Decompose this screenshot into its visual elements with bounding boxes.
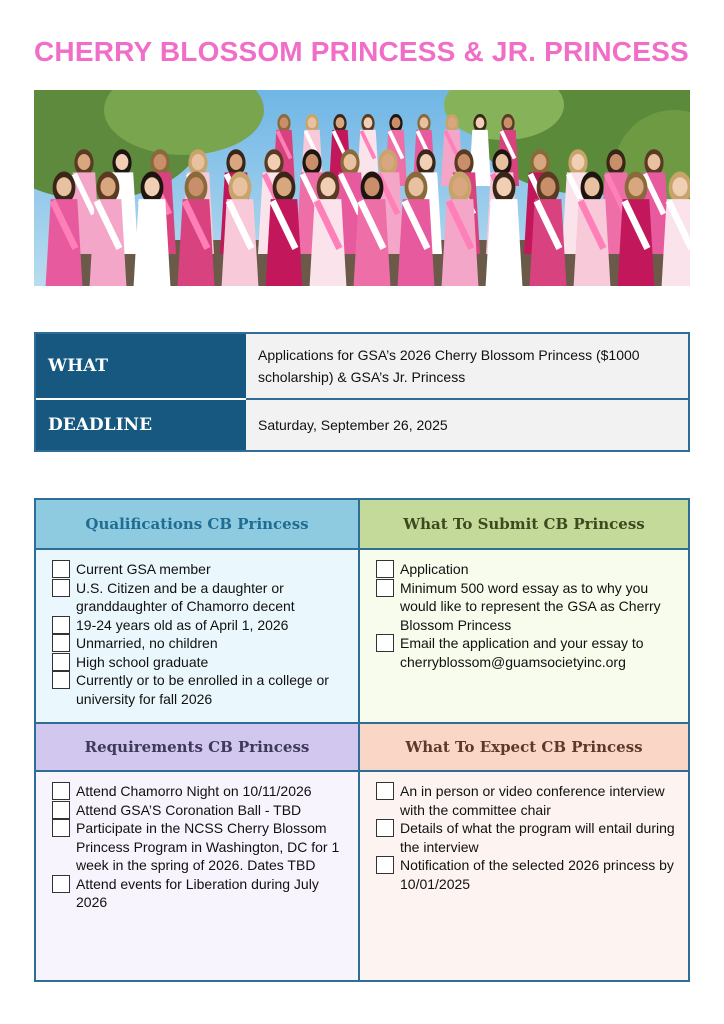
qualifications-list xyxy=(36,560,358,708)
info-table xyxy=(34,332,690,452)
checklist-item xyxy=(36,671,358,708)
checklist-item-text: Email the application and your essay to cherryblossom@guamsocietyinc.org xyxy=(400,635,644,670)
checklist-item-text: Attend Chamorro Night on 10/11/2026 xyxy=(76,783,312,799)
requirements-body xyxy=(36,772,360,980)
checklist-item xyxy=(360,856,688,893)
checklist-item xyxy=(360,782,688,819)
checkbox[interactable] xyxy=(52,819,70,837)
checklist-item xyxy=(360,579,688,635)
expect-body xyxy=(360,772,688,980)
checkbox[interactable] xyxy=(376,819,394,837)
checklist-item xyxy=(36,560,358,579)
checkbox[interactable] xyxy=(52,801,70,819)
checkbox[interactable] xyxy=(376,634,394,652)
deadline-label: DEADLINE xyxy=(36,400,246,450)
checkbox[interactable] xyxy=(376,856,394,874)
group-photo xyxy=(34,90,690,286)
checklist-item xyxy=(36,579,358,616)
checkbox[interactable] xyxy=(52,634,70,652)
checklist-item xyxy=(36,653,358,672)
checklist-item-text: Minimum 500 word essay as to why you would like to represent the GSA as Cherry Blossom Princess xyxy=(400,579,661,633)
group-photo-illustration xyxy=(34,90,690,286)
deadline-value: Saturday, September 26, 2025 xyxy=(246,400,688,450)
checklist-item-text: Notification of the selected 2026 princess by 10/01/2025 xyxy=(400,857,674,892)
checklist-item-text: Unmarried, no children xyxy=(76,635,218,651)
checklist-item xyxy=(360,634,688,671)
checkbox[interactable] xyxy=(376,782,394,800)
checklist-item-text: Participate in the NCSS Cherry Blossom Princess Program in Washington, DC for 1 week in the spring of 2026. Dates TBD xyxy=(76,820,340,873)
checklist-item xyxy=(36,782,358,801)
checklist-item-text: Details of what the program will entail during the interview xyxy=(400,820,675,855)
submit-body xyxy=(360,550,688,724)
details-grid xyxy=(34,498,690,982)
checklist-item-text: An in person or video conference interview with the committee chair xyxy=(400,783,665,818)
what-label: WHAT xyxy=(36,334,246,400)
checklist-item xyxy=(36,634,358,653)
checkbox[interactable] xyxy=(376,560,394,578)
checklist-item xyxy=(360,819,688,856)
qualifications-body xyxy=(36,550,360,724)
checkbox[interactable] xyxy=(52,782,70,800)
checklist-item-text: High school graduate xyxy=(76,653,209,670)
checkbox[interactable] xyxy=(52,671,70,689)
submit-header: What To Submit CB Princess xyxy=(360,500,688,550)
page-title: CHERRY BLOSSOM PRINCESS & JR. PRINCESS xyxy=(34,36,689,67)
checklist-item xyxy=(36,819,358,875)
checklist-item xyxy=(36,616,358,635)
checklist-item-text: Application xyxy=(400,561,469,577)
checklist-item-text: Currently or to be enrolled in a college or university for fall 2026 xyxy=(76,672,329,707)
checklist-item xyxy=(360,560,688,579)
requirements-header: Requirements CB Princess xyxy=(36,724,360,772)
what-value: Applications for GSA’s 2026 Cherry Blossom Princess ($1000 scholarship) & GSA’s Jr. Princess xyxy=(246,334,688,400)
checklist-item-text: U.S. Citizen and be a daughter or granddaughter of Chamorro decent xyxy=(76,579,295,614)
expect-list xyxy=(360,782,688,893)
checklist-item-text: Attend events for Liberation during July 2026 xyxy=(76,875,319,910)
checkbox[interactable] xyxy=(52,616,70,634)
checkbox[interactable] xyxy=(52,653,70,671)
checkbox[interactable] xyxy=(376,579,394,597)
checkbox[interactable] xyxy=(52,560,70,578)
submit-list xyxy=(360,560,688,671)
checklist-item xyxy=(36,801,358,820)
expect-header: What To Expect CB Princess xyxy=(360,724,688,772)
checkbox[interactable] xyxy=(52,579,70,597)
checklist-item-text: Attend GSA’S Coronation Ball - TBD xyxy=(76,801,302,818)
checkbox[interactable] xyxy=(52,875,70,893)
checklist-item-text: 19-24 years old as of April 1, 2026 xyxy=(76,616,289,633)
checklist-item xyxy=(36,875,358,912)
checklist-item-text: Current GSA member xyxy=(76,561,211,577)
requirements-list xyxy=(36,782,358,912)
qualifications-header: Qualifications CB Princess xyxy=(36,500,360,550)
